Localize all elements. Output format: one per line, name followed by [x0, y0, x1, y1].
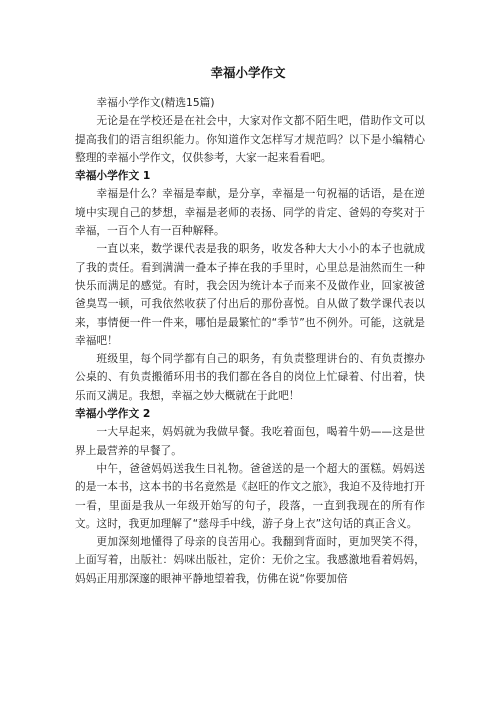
paragraph: 更加深刻地懂得了母亲的良苦用心。我翻到背面时，更加哭笑不得，上面写着，出版社：妈咪出版社，定价：无价之宝。我感激地看着妈妈，妈妈正用那深邃的眼神平静地望着我，仿佛在说“你要加倍: [75, 535, 425, 585]
intro-paragraph: 无论是在学校还是在社会中，大家对作文都不陌生吧，借助作文可以提高我们的语言组织能力。你知道作文怎样写才规范吗？以下是小编精心整理的幸福小学作文，仅供参考，大家一起来看看吧。: [75, 114, 425, 164]
document-body: [75, 94, 425, 588]
document-subtitle: 幸福小学作文(精选15篇): [96, 96, 215, 109]
section-heading: 幸福小学作文 2: [75, 407, 151, 421]
section-heading: 幸福小学作文 1: [75, 169, 151, 183]
paragraph: 一直以来，数学课代表是我的职务，收发各种大大小小的本子也就成了我的责任。看到满满一叠本子捧在我的手里时，心里总是油然而生一种快乐而满足的感觉。有时，我会因为统计本子而来不及做作业，回家被爸爸臭骂一顿，可我依然收获了付出后的那份喜悦。自从做了数学课代表以来，事情便一件一件来，哪怕是最繁忙的“季节”也不例外。可能，这就是幸福吧！: [75, 242, 425, 347]
paragraph: 幸福是什么？幸福是奉献，是分享，幸福是一句祝福的话语，是在逆境中实现自己的梦想，幸福是老师的表扬、同学的肯定、爸妈的夸奖对于幸福，一百个人有一百种解释。: [75, 187, 425, 238]
paragraph: 中午，爸爸妈妈送我生日礼物。爸爸送的是一个超大的蛋糕。妈妈送的是一本书，这本书的书名竟然是《赵旺的作文之旅》，我迫不及待地打开一看，里面是我从一年级开始写的句子，段落，一直到我现在的所有作文。这时，我更加理解了“慈母手中线，游子身上衣”这句话的真正含义。: [75, 461, 425, 530]
paragraph: 班级里，每个同学都有自己的职务，有负责整理讲台的、有负责擦办公桌的、有负责搬循环用书的我们都在各自的岗位上忙碌着、付出着，快乐而又满足。我想，幸福之妙大概就在于此吧！: [75, 352, 425, 402]
document-title: 幸福小学作文: [210, 65, 286, 80]
paragraph: 一大早起来，妈妈就为我做早餐。我吃着面包，喝着牛奶——这是世界上最营养的早餐了。: [75, 425, 425, 457]
